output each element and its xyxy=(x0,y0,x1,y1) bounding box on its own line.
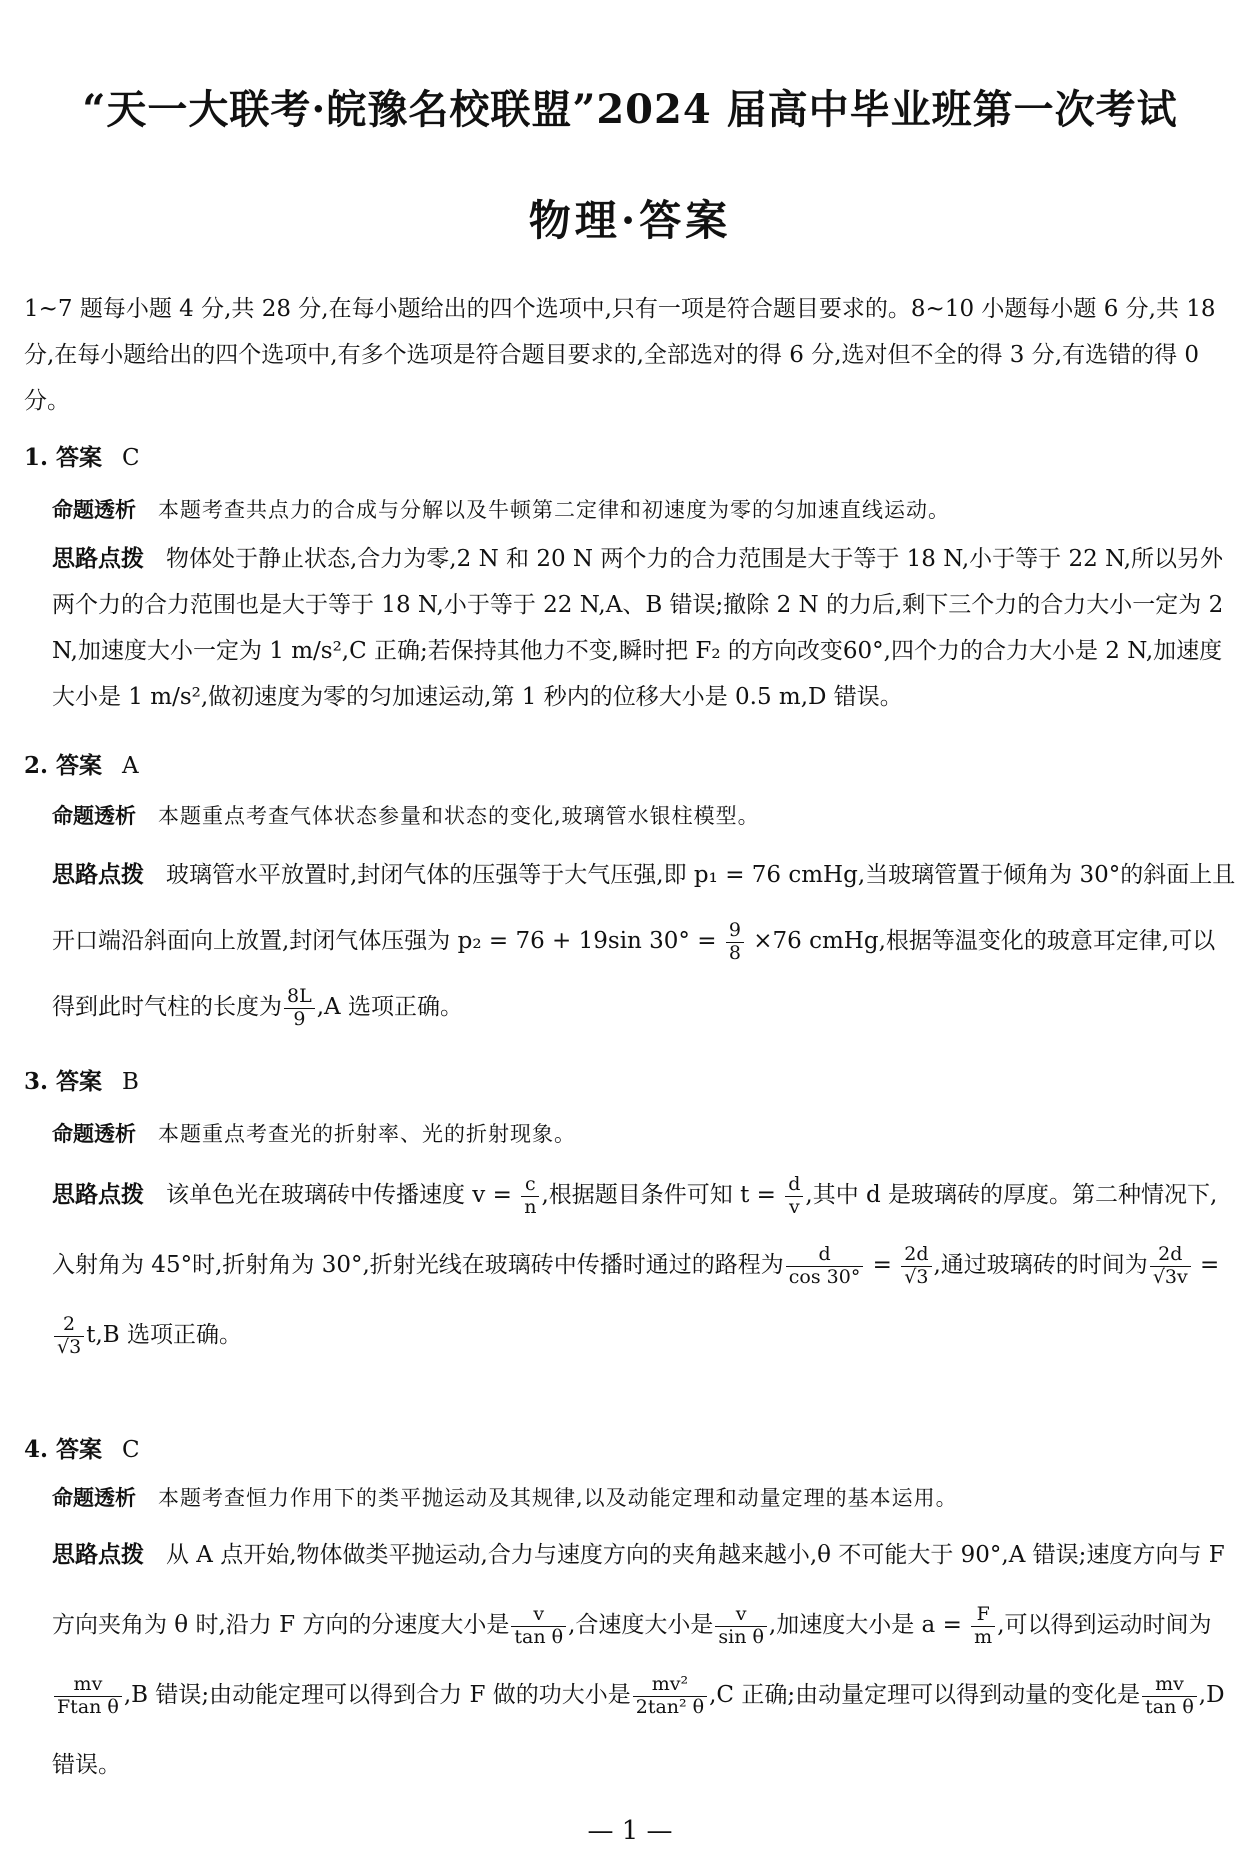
analysis-label: 思路点拨 xyxy=(52,546,144,572)
fraction-v-over-sin: $\frac{v}{\text{sin θ}}$ xyxy=(715,1604,767,1649)
exam-title: “天一大联考·皖豫名校联盟”2024 届高中毕业班第一次考试 xyxy=(82,86,1178,133)
question-3-text-2: ,根据题目条件可知 t = xyxy=(541,1182,784,1208)
question-3-intro-text: 本题重点考查光的折射率、光的折射现象。 xyxy=(158,1122,576,1146)
analysis-label: 思路点拨 xyxy=(52,1542,144,1568)
question-4-text-1: 从 A 点开始,物体做类平抛运动,合力与速度方向的夹角越来越小,θ 不可能大于 90°,A 错误;速度方向与 F 方向夹角为 θ 时,沿力 F 方向的分速度大小是 xyxy=(52,1542,1225,1638)
question-2-intro xyxy=(24,794,1238,838)
intro-label: 命题透析 xyxy=(52,804,136,828)
fraction-mv-over-tan: $\frac{mv}{\text{tan θ}}$ xyxy=(1142,1674,1197,1719)
question-4-intro xyxy=(24,1476,1238,1520)
question-3-text-3: ,其中 d 是玻璃砖的厚度。第二种情况下,入射角为 45°时,折射角为 30°,折射光线在玻璃砖中传播时通过的路程为 xyxy=(52,1182,1218,1278)
question-1-head: 1. 答案 xyxy=(24,444,103,471)
scoring-instructions: 1~7 题每小题 4 分,共 28 分,在每小题给出的四个选项中,只有一项是符合题目要求的。8~10 小题每小题 6 分,共 18 分,在每小题给出的四个选项中,有多个选项是符合题目要求的,全部选对的得 6 分,选对但不全的得 3 分,有选错的得 0 分。 xyxy=(24,296,1216,414)
exam-subtitle: 物理·答案 xyxy=(528,196,732,245)
question-2-text-2: ×76 cmHg,根据等温变化的玻意耳定律,可以得到此时气柱的长度为 xyxy=(52,928,1216,1020)
question-3-analysis xyxy=(24,1160,1238,1370)
question-2-text-1: 玻璃管水平放置时,封闭气体的压强等于大气压强,即 p₁ = 76 cmHg,当玻璃管置于倾角为 30°的斜面上且开口端沿斜面向上放置,封闭气体压强为 p₂ = 76 + 19sin 30° = xyxy=(52,862,1236,954)
question-3-head: 3. 答案 xyxy=(24,1068,103,1095)
question-4-answer: C xyxy=(122,1437,140,1463)
question-2-text-3: ,A 选项正确。 xyxy=(316,994,463,1020)
question-4-head: 4. 答案 xyxy=(24,1436,103,1463)
question-4-text-4: ,可以得到运动时间为 xyxy=(997,1612,1212,1638)
fraction-c-over-n: $\frac{c}{n}$ xyxy=(521,1174,539,1219)
fraction-d-over-cos30: $\frac{d}{\cos 30^\circ}$ xyxy=(786,1244,864,1289)
fraction-d-over-v: $\frac{d}{v}$ xyxy=(785,1174,803,1219)
question-3-text-6: = xyxy=(1192,1252,1220,1278)
fraction-2d-over-root3v: $\frac{2d}{√3v}$ xyxy=(1150,1244,1191,1289)
question-3-intro xyxy=(24,1112,1238,1156)
page-number: — 1 — xyxy=(587,1816,673,1846)
question-3-text-4: = xyxy=(865,1252,900,1278)
fraction-2d-over-root3: $\frac{2d}{√3}$ xyxy=(901,1244,931,1289)
question-4 xyxy=(24,1428,1238,1800)
fraction-mv-over-Ftan: $\frac{mv}{\text{Ftan θ}}$ xyxy=(54,1674,122,1719)
question-2-intro-text: 本题重点考查气体状态参量和状态的变化,玻璃管水银柱模型。 xyxy=(158,804,760,828)
question-2-header xyxy=(24,744,1238,788)
analysis-label: 思路点拨 xyxy=(52,1182,144,1208)
question-3 xyxy=(24,1060,1238,1370)
fraction-8L-over-9: $\frac{8L}{9}$ xyxy=(284,986,315,1031)
question-1-header xyxy=(24,436,1238,480)
question-3-header xyxy=(24,1060,1238,1104)
fraction-mv2-over-2tan2: $\frac{\text{mv²}}{\text{2tan² θ}}$ xyxy=(633,1674,707,1719)
question-1-intro xyxy=(24,488,1238,532)
fraction-v-over-tan: $\frac{v}{\text{tan θ}}$ xyxy=(511,1604,566,1649)
intro-label: 命题透析 xyxy=(52,1122,136,1146)
question-4-text-5: ,B 错误;由动能定理可以得到合力 F 做的功大小是 xyxy=(123,1682,631,1708)
question-3-text-5: ,通过玻璃砖的时间为 xyxy=(933,1252,1148,1278)
question-1 xyxy=(24,436,1238,720)
question-1-analysis-text: 物体处于静止状态,合力为零,2 N 和 20 N 两个力的合力范围是大于等于 18 N,小于等于 22 N,所以另外两个力的合力范围也是大于等于 18 N,小于等于 22 N,A、B 错误;撤除 2 N 的力后,剩下三个力的合力大小一定为 2 N,加速度大小一定为 1 m/s²,C 正确;若保持其他力不变,瞬时把 F₂ 的方向改变60°,四个力的合力大小是 2 N,加速度大小是 1 m/s²,做初速度为零的匀加速运动,第 1 秒内的位移大小是 0.5 m,D 错误。 xyxy=(52,546,1224,710)
fraction-F-over-m: $\frac{F}{m}$ xyxy=(971,1604,995,1649)
question-2-head: 2. 答案 xyxy=(24,752,103,779)
question-4-text-7: ,D 错误。 xyxy=(52,1682,1225,1778)
question-4-intro-text: 本题考查恒力作用下的类平抛运动及其规律,以及动能定理和动量定理的基本运用。 xyxy=(158,1486,958,1510)
fraction-2-over-root3: $\frac{2}{√3}$ xyxy=(54,1314,84,1359)
question-2-analysis xyxy=(24,842,1238,1040)
analysis-label: 思路点拨 xyxy=(52,862,144,888)
question-4-text-2: ,合速度大小是 xyxy=(568,1612,714,1638)
question-2-answer: A xyxy=(122,753,139,779)
question-1-analysis xyxy=(24,536,1238,720)
question-3-text-1: 该单色光在玻璃砖中传播速度 v = xyxy=(166,1182,520,1208)
question-2 xyxy=(24,744,1238,1040)
question-4-header xyxy=(24,1428,1238,1472)
intro-label: 命题透析 xyxy=(52,498,136,522)
intro-label: 命题透析 xyxy=(52,1486,136,1510)
question-3-text-7: t,B 选项正确。 xyxy=(86,1322,242,1348)
question-4-analysis xyxy=(24,1520,1238,1800)
question-3-answer: B xyxy=(122,1069,139,1095)
question-1-intro-text: 本题考查共点力的合成与分解以及牛顿第二定律和初速度为零的匀加速直线运动。 xyxy=(158,498,950,522)
question-4-text-6: ,C 正确;由动量定理可以得到动量的变化是 xyxy=(709,1682,1141,1708)
question-4-text-3: ,加速度大小是 a = xyxy=(768,1612,970,1638)
question-1-answer: C xyxy=(122,445,140,471)
fraction-nine-eighths: $\frac{9}{8}$ xyxy=(726,920,744,965)
